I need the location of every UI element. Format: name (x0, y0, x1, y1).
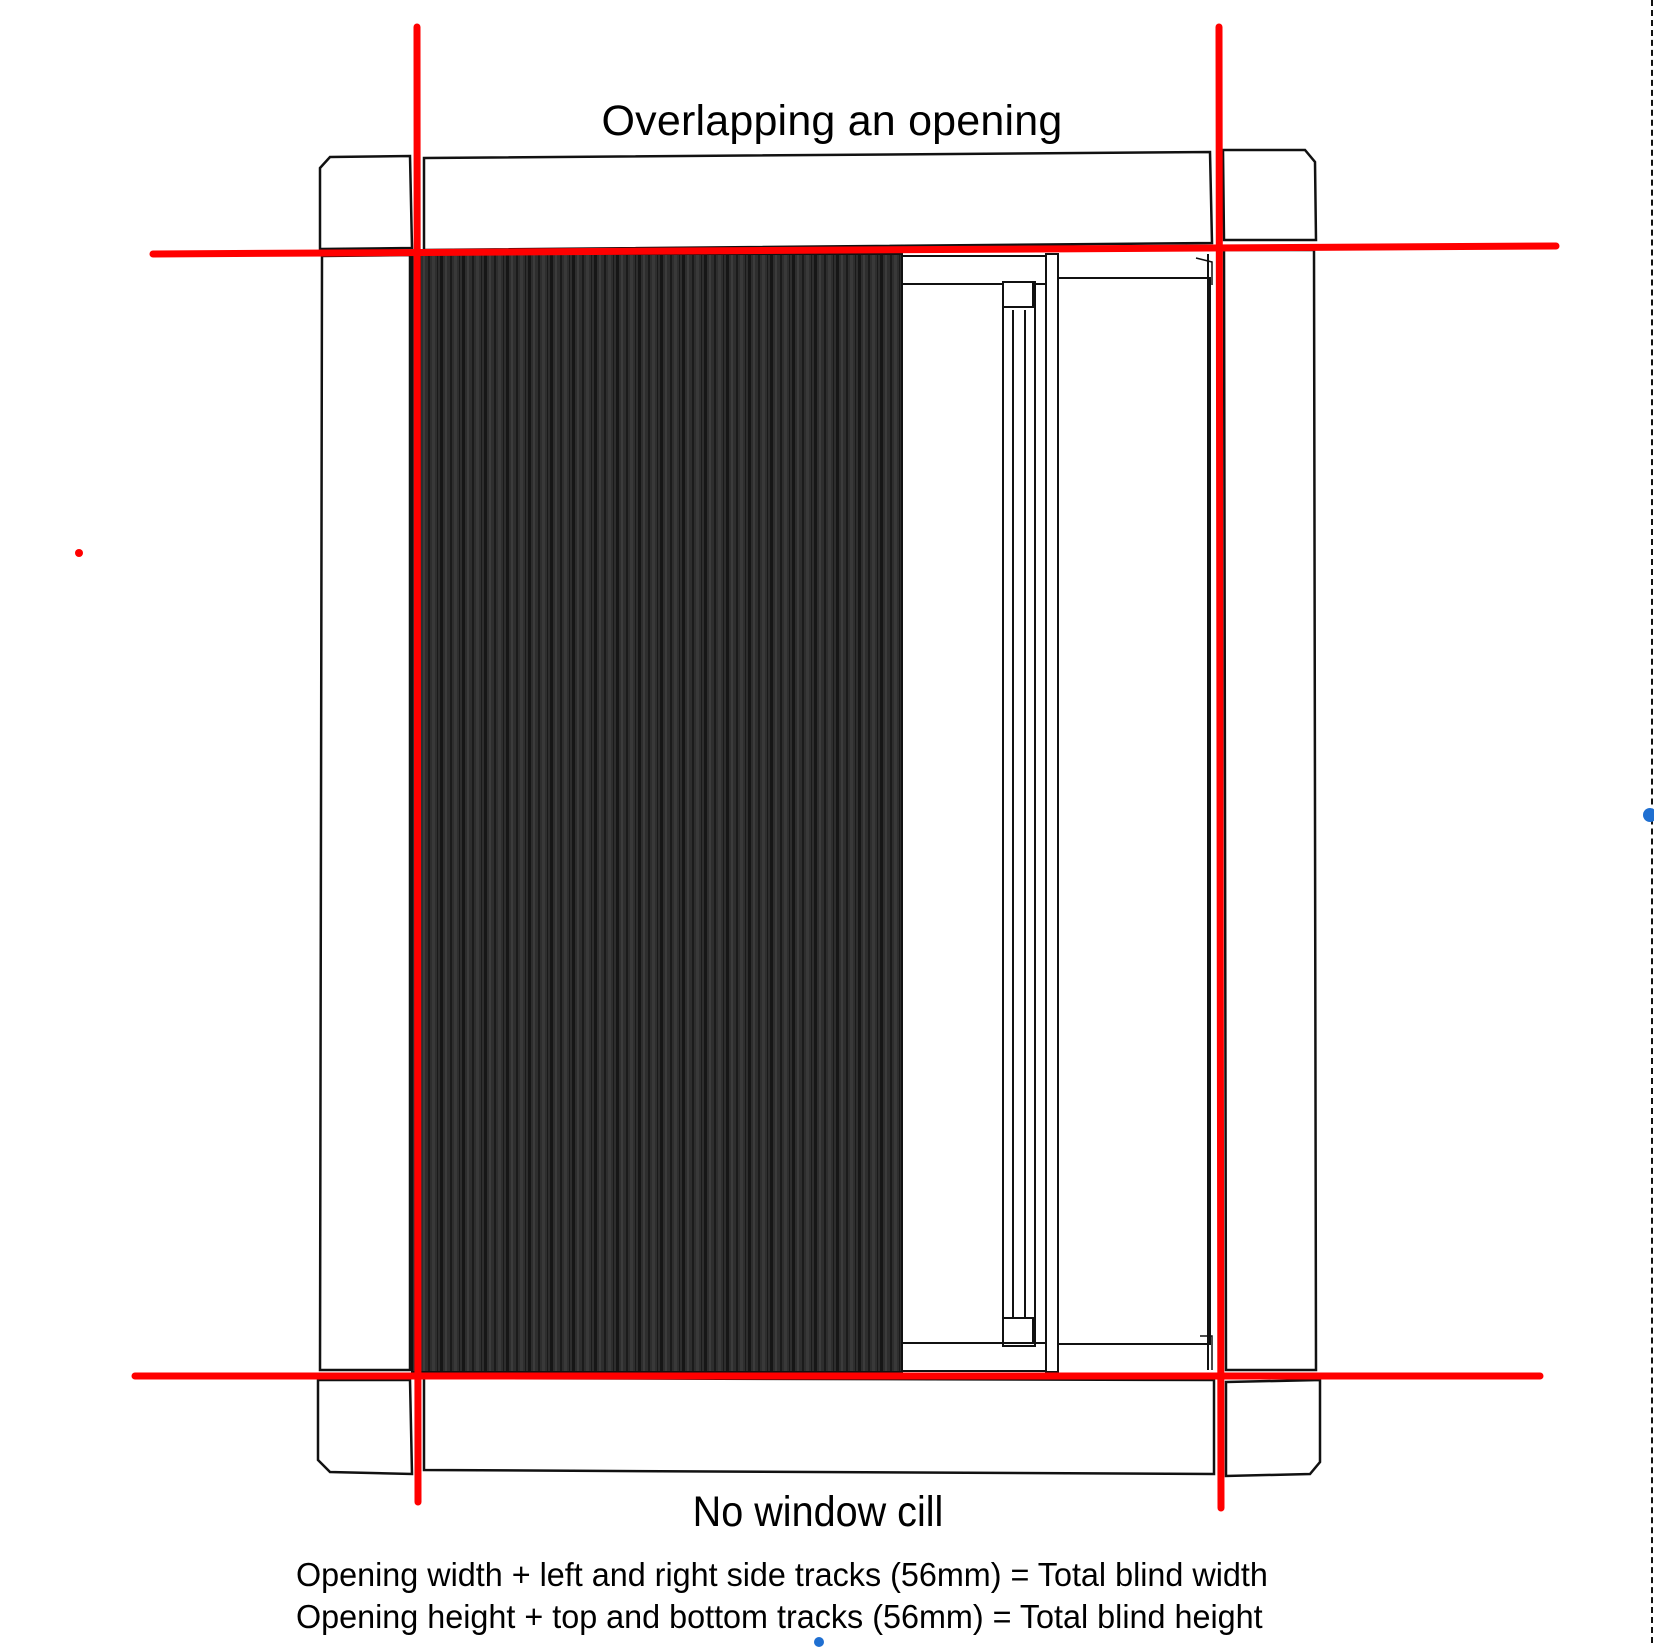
bottom-right-corner-block (1226, 1380, 1320, 1476)
bottom-left-corner-block (318, 1380, 412, 1474)
width-formula: Opening width + left and right side tracks (56mm) = Total blind width (296, 1556, 1268, 1593)
resize-handle-bottom[interactable] (814, 1637, 824, 1647)
top-frame (320, 150, 1316, 250)
top-left-corner-block (320, 156, 412, 249)
left-guide-line (417, 27, 418, 1502)
bottom-track (424, 1378, 1214, 1474)
red-dot-marker (75, 549, 83, 557)
diagram-subtitle: No window cill (692, 1488, 944, 1536)
height-formula: Opening height + top and bottom tracks (56mm) = Total blind height (296, 1598, 1263, 1635)
window-sash (902, 254, 1212, 1372)
resize-handle-right[interactable] (1643, 808, 1654, 822)
bottom-frame (318, 1378, 1320, 1476)
left-side-track (320, 255, 410, 1370)
right-side-frame (1224, 250, 1316, 1370)
top-track (424, 152, 1212, 250)
top-right-corner-block (1223, 150, 1316, 240)
left-side-frame (320, 255, 410, 1370)
pleated-blind-fabric (412, 254, 902, 1372)
diagram-title: Overlapping an opening (601, 97, 1063, 145)
right-side-track (1224, 250, 1316, 1370)
